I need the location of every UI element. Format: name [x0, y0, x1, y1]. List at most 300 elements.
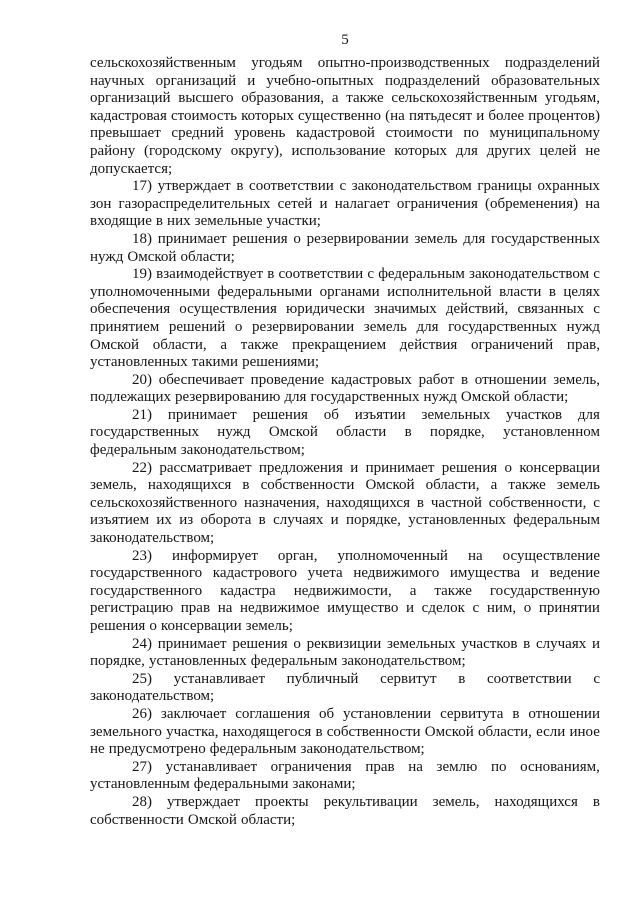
word: порядке,: [429, 424, 485, 441]
word: работ: [418, 371, 455, 388]
word: муниципальному: [489, 125, 600, 142]
text-line: [90, 55, 600, 73]
word: основаниям,: [520, 758, 600, 775]
word: земельные: [194, 213, 263, 230]
word: в: [512, 705, 520, 722]
word: регистрацию: [90, 600, 174, 617]
word: государственных: [310, 389, 420, 406]
text-line: [90, 776, 600, 794]
word: ним,: [486, 600, 517, 617]
word: образовательных: [491, 72, 600, 89]
word: земель,: [90, 477, 137, 494]
word: частной: [430, 494, 482, 511]
word: назначения,: [244, 494, 320, 511]
word: установлении: [342, 705, 432, 722]
word: сервитут: [380, 670, 437, 687]
word: консервации: [160, 618, 242, 634]
word: проведение: [250, 371, 325, 388]
word: 18): [132, 230, 152, 247]
word: решения: [441, 459, 498, 476]
word: осуществления: [179, 301, 277, 318]
word: порядке,: [90, 653, 145, 670]
word: установленном: [503, 424, 600, 441]
word: 24): [132, 635, 152, 652]
text-line: [90, 143, 600, 161]
word: (обременения): [485, 195, 579, 212]
word: такими: [191, 354, 239, 371]
word: подразделений: [504, 55, 600, 71]
word: с: [367, 266, 375, 283]
word: информирует: [171, 547, 258, 564]
word: угодьям: [251, 55, 303, 71]
text-line: [90, 442, 600, 460]
page-number: 5: [341, 32, 349, 48]
word: Омской: [187, 811, 237, 828]
word: обеспечивает: [158, 371, 244, 388]
word: целей: [539, 142, 577, 159]
word: которых: [241, 107, 294, 124]
word: угодьям,: [545, 90, 600, 107]
word: сервитута: [440, 705, 504, 722]
word: устанавливает: [173, 670, 266, 687]
word: законодательством: [469, 266, 590, 283]
word: решения: [90, 618, 146, 634]
document-body: [90, 55, 600, 829]
word: имущества: [449, 565, 521, 582]
word: земель,: [432, 793, 480, 810]
text-line: [90, 653, 600, 671]
word: в: [236, 178, 244, 195]
word: предложения: [258, 459, 343, 476]
word: землю: [436, 758, 478, 775]
word: принимает: [157, 230, 227, 247]
word: Омской: [90, 336, 140, 353]
word: а: [409, 582, 417, 599]
word: резервировании: [252, 318, 355, 335]
word: федеральным: [209, 741, 297, 758]
text-line: [90, 319, 600, 337]
text-line: [90, 812, 600, 830]
word: стоимости: [385, 125, 453, 142]
word: (городскому: [144, 142, 222, 159]
word: собственности: [90, 811, 184, 828]
word: также: [346, 90, 384, 107]
word: о: [293, 230, 301, 247]
word: публичный: [286, 670, 359, 687]
word: Омской: [365, 477, 415, 494]
text-line: [90, 477, 600, 495]
word: уровень: [234, 125, 286, 142]
word: нужд: [217, 424, 251, 441]
word: а: [490, 477, 498, 494]
word: на: [408, 758, 423, 775]
text-line: [90, 354, 600, 372]
word: учебно-опытных: [266, 72, 374, 89]
word: изъятием: [90, 512, 150, 529]
word: законодательством: [351, 178, 472, 195]
word: отношении: [474, 371, 547, 388]
word: не: [90, 741, 105, 758]
word: области,: [425, 477, 480, 494]
continued-paragraph: [90, 55, 600, 178]
word: участка,: [166, 723, 219, 740]
word: 25): [132, 670, 152, 687]
word: земель,: [553, 371, 600, 388]
word: отношении: [528, 705, 600, 722]
word: порядке,: [345, 512, 401, 529]
word: земельного: [90, 723, 162, 740]
word: оборота: [200, 512, 252, 529]
word: взаимодействует: [156, 266, 264, 283]
word: в: [404, 424, 412, 441]
text-line: [132, 671, 600, 689]
word: утверждает: [157, 178, 231, 195]
word: Омской: [127, 248, 177, 265]
word: соответствии: [486, 670, 572, 687]
word: 23): [132, 547, 152, 564]
word: участков: [461, 635, 518, 652]
word: пятьдесят: [408, 107, 473, 124]
word: целях: [563, 283, 600, 300]
word: ведение: [549, 565, 600, 582]
text-line: [132, 759, 600, 777]
list-item: [90, 759, 600, 794]
word: превышает: [90, 125, 161, 142]
word: других: [486, 142, 531, 159]
list-item: [90, 671, 600, 706]
word: кадастра: [220, 582, 276, 599]
word: принимает: [365, 459, 435, 476]
word: значимых: [374, 301, 437, 318]
word: округу),: [230, 142, 283, 159]
word: государственных: [448, 318, 558, 335]
text-line: [90, 688, 600, 706]
text-line: [90, 600, 600, 618]
word: изъятии: [354, 406, 406, 423]
word: Омской: [268, 424, 318, 441]
word: федеральным: [513, 512, 600, 529]
word: в: [155, 213, 163, 230]
word: государственных: [491, 230, 600, 247]
word: зон: [90, 195, 112, 212]
word: 19): [132, 266, 152, 283]
word: решения: [252, 406, 308, 423]
word: них: [167, 213, 191, 230]
word: принятием: [90, 318, 160, 335]
word: средний: [171, 125, 224, 142]
word: также: [240, 336, 279, 353]
text-line: [90, 108, 600, 126]
word: рассматривает: [159, 459, 252, 476]
word: с: [339, 178, 347, 195]
word: кадастрового: [212, 565, 297, 582]
word: государственного: [90, 582, 203, 599]
word: федеральным: [90, 442, 177, 459]
word: области;: [240, 811, 296, 828]
word: решения: [232, 635, 288, 652]
word: подлежащих: [90, 389, 171, 406]
word: по: [463, 125, 479, 142]
word: и: [319, 195, 328, 212]
word: в: [458, 670, 466, 687]
word: подразделений: [384, 72, 481, 89]
word: принимает: [167, 406, 237, 423]
word: осуществление: [502, 547, 600, 564]
word: федеральными: [193, 776, 289, 793]
word: 28): [132, 793, 152, 810]
word: области,: [152, 336, 207, 353]
word: исполнительной: [387, 283, 492, 300]
word: учета: [307, 565, 343, 582]
text-line: [90, 389, 600, 407]
word: и: [530, 565, 539, 582]
word: 17): [132, 178, 152, 195]
word: организаций: [155, 72, 237, 89]
text-line: [132, 548, 600, 566]
word: на: [217, 600, 233, 617]
word: существенно: [298, 107, 381, 124]
word: недвижимое: [240, 600, 320, 617]
word: сельскохозяйственным: [90, 55, 236, 71]
text-line: [90, 196, 600, 214]
text-line: [132, 460, 600, 478]
word: имущество: [327, 600, 399, 617]
word: охранных: [537, 178, 600, 195]
word: газораспределительных: [118, 195, 271, 212]
list-item: [90, 636, 600, 671]
text-line: [132, 794, 600, 812]
word: использование: [291, 142, 386, 159]
word: принятии: [538, 600, 600, 617]
word: соответствии: [249, 178, 334, 195]
word: опытно-производственных: [317, 55, 490, 71]
text-line: [132, 706, 600, 724]
word: Омской: [424, 723, 474, 740]
word: ограничения: [270, 758, 352, 775]
text-line: [132, 231, 600, 249]
text-line: [90, 249, 600, 267]
word: собственности: [260, 477, 355, 494]
word: об: [323, 406, 339, 423]
word: законодательством;: [300, 741, 425, 758]
word: рекультивации: [323, 793, 418, 810]
list-item: [90, 178, 600, 231]
word: консервации: [519, 459, 600, 476]
word: законами;: [292, 776, 356, 793]
word: соответствии: [278, 266, 364, 283]
word: в: [258, 512, 266, 529]
text-line: [132, 407, 600, 425]
word: в: [523, 635, 531, 652]
word: и: [350, 459, 359, 476]
text-line: [90, 213, 600, 231]
text-line: [132, 178, 600, 196]
word: о: [504, 459, 512, 476]
word: их: [156, 512, 172, 529]
word: и: [476, 107, 485, 124]
word: участков: [506, 406, 563, 423]
word: и: [591, 635, 600, 652]
word: находящихся: [326, 494, 410, 511]
word: решений: [168, 318, 226, 335]
word: прав: [365, 758, 395, 775]
word: не: [585, 142, 600, 159]
word: случаях: [535, 635, 587, 652]
word: прав,: [566, 336, 600, 353]
word: соглашения: [235, 705, 311, 722]
word: 26): [132, 705, 152, 722]
word: принимает: [157, 635, 227, 652]
text-line: [90, 530, 600, 548]
word: находящихся: [494, 793, 578, 810]
text-line: [132, 266, 600, 284]
list-item: [90, 372, 600, 407]
word: высшего: [178, 90, 234, 107]
text-line: [90, 583, 600, 601]
text-line: [90, 724, 600, 742]
word: 27): [132, 758, 152, 775]
word: в: [315, 723, 323, 740]
word: земельных: [421, 406, 491, 423]
word: утверждает: [166, 793, 241, 810]
word: действий,: [445, 301, 509, 318]
list-item: [90, 548, 600, 636]
word: недвижимости,: [293, 582, 392, 599]
word: решениями;: [242, 354, 320, 371]
word: в: [267, 266, 275, 283]
word: области,: [478, 723, 532, 740]
word: и: [247, 72, 256, 89]
word: государственного: [90, 565, 203, 582]
word: земель: [363, 318, 407, 335]
word: нужд: [90, 248, 124, 265]
word: находящихся: [147, 477, 232, 494]
word: в: [416, 494, 424, 511]
word: 20): [132, 371, 152, 388]
word: допускается;: [90, 160, 173, 177]
word: в: [592, 793, 600, 810]
word: о: [523, 600, 532, 617]
word: границы: [477, 178, 532, 195]
text-line: [132, 636, 600, 654]
word: о: [234, 318, 243, 335]
list-item: [90, 794, 600, 829]
word: обеспечения: [90, 301, 171, 318]
word: о: [293, 635, 301, 652]
word: с: [593, 670, 600, 687]
word: земель: [556, 477, 600, 494]
word: (на: [385, 107, 405, 124]
word: заключает: [160, 705, 227, 722]
word: земель: [414, 230, 458, 247]
text-line: [132, 372, 600, 390]
word: для: [463, 230, 486, 247]
word: которых: [394, 142, 448, 159]
word: нужд: [423, 389, 457, 406]
word: ограничений: [471, 336, 554, 353]
word: области;: [180, 248, 235, 265]
word: и: [330, 512, 339, 529]
word: проекты: [255, 793, 309, 810]
word: реквизиции: [306, 635, 382, 652]
text-line: [90, 424, 600, 442]
word: также: [434, 582, 472, 599]
word: кадастровых: [330, 371, 412, 388]
word: а: [331, 90, 339, 107]
word: земельных: [386, 635, 456, 652]
word: случаях: [273, 512, 324, 529]
list-item: [90, 231, 600, 266]
word: сельскохозяйственным: [391, 90, 538, 107]
word: области: [336, 424, 387, 441]
word: с: [593, 266, 600, 283]
text-line: [90, 90, 600, 108]
list-item: [90, 407, 600, 460]
text-line: [90, 495, 600, 513]
word: в: [242, 477, 250, 494]
list-item: [90, 266, 600, 372]
word: в: [548, 283, 556, 300]
word: установленным: [90, 776, 190, 793]
word: прекращением: [292, 336, 387, 353]
word: находящегося: [222, 723, 312, 740]
word: устанавливает: [165, 758, 258, 775]
word: для: [455, 142, 478, 159]
word: организаций: [90, 90, 171, 107]
word: уполномоченными: [90, 283, 211, 300]
word: резервированию: [175, 389, 281, 406]
word: прав: [180, 600, 211, 617]
word: о: [149, 618, 157, 634]
word: стоимость: [171, 107, 237, 124]
word: на: [585, 195, 600, 212]
word: законодательством;: [180, 442, 305, 459]
word: а: [220, 336, 228, 353]
word: федеральным: [250, 653, 338, 670]
word: законодательством;: [341, 653, 466, 670]
text-line: [90, 161, 600, 179]
text-line: [90, 512, 600, 530]
word: образования,: [241, 90, 325, 107]
word: органами: [319, 283, 380, 300]
word: резервировании: [306, 230, 409, 247]
word: для: [416, 318, 439, 335]
word: недвижимого: [353, 565, 440, 582]
word: юридически: [286, 301, 365, 318]
list-item: [90, 706, 600, 759]
word: сделок: [421, 600, 465, 617]
word: установленных: [408, 512, 506, 529]
word: области;: [513, 389, 569, 406]
word: сельскохозяйственного: [90, 494, 238, 511]
word: и: [406, 600, 415, 617]
word: государственную: [489, 582, 600, 599]
word: в: [461, 371, 469, 388]
word: для: [284, 389, 307, 406]
word: иное: [569, 723, 600, 740]
word: по: [490, 758, 507, 775]
word: государственных: [90, 424, 199, 441]
word: участки;: [266, 213, 321, 230]
word: с: [593, 301, 600, 318]
text-line: [90, 125, 600, 143]
list-item: [90, 460, 600, 548]
word: на: [467, 547, 483, 564]
word: научных: [90, 72, 145, 89]
word: налагает: [334, 195, 390, 212]
word: законодательством;: [90, 530, 215, 547]
word: входящие: [90, 213, 152, 230]
